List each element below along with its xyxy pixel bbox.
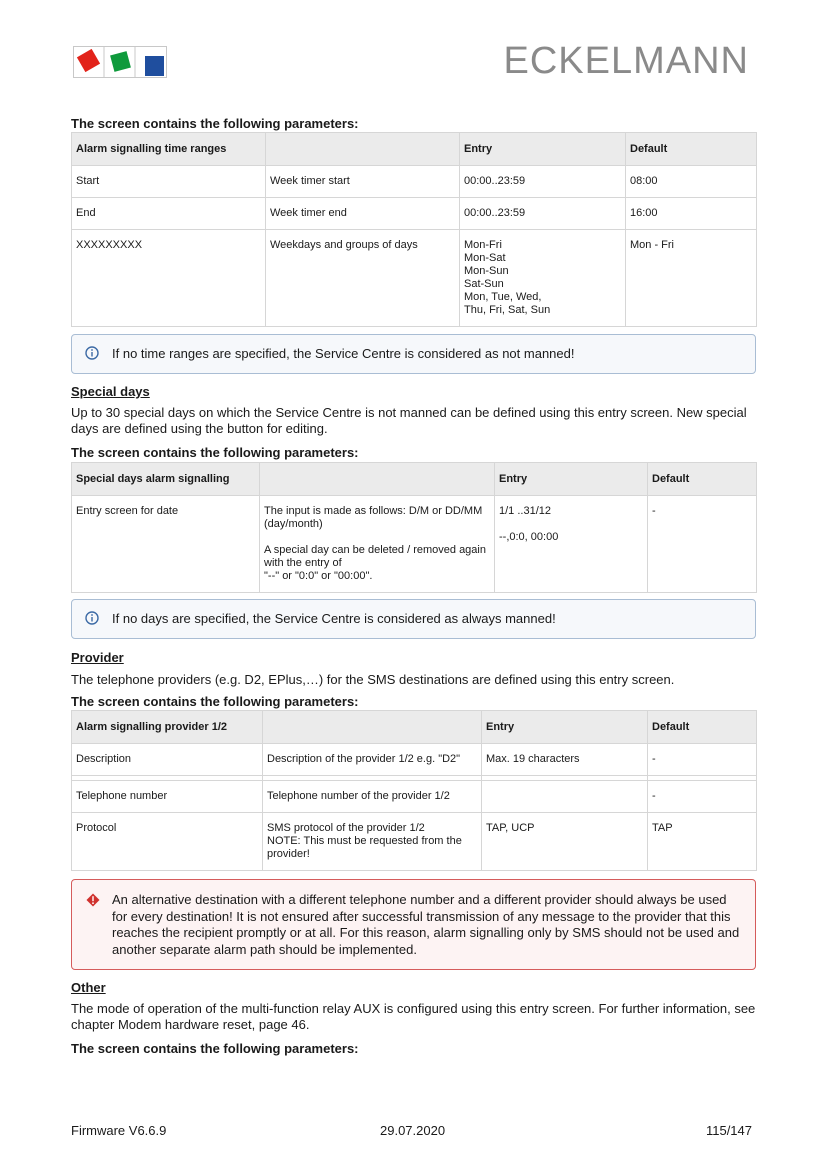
info-note [71, 599, 756, 639]
column-header: Alarm signalling time ranges [72, 133, 266, 166]
table-cell: SMS protocol of the provider 1/2 NOTE: This must be requested from the provider! [263, 813, 482, 871]
table-row [72, 781, 757, 813]
section-title: Special days [71, 384, 150, 399]
table-cell: The input is made as follows: D/M or DD/MM (day/month) A special day can be deleted / removed again with the entry of "--" or "0:0" or "00:00". [260, 496, 495, 593]
note-text: If no time ranges are specified, the Service Centre is considered as not manned! [112, 346, 575, 361]
time-ranges-section [71, 116, 756, 131]
table-cell: Start [72, 166, 266, 198]
table-cell: Protocol [72, 813, 263, 871]
table-row [72, 230, 757, 327]
column-header: Entry [482, 711, 648, 744]
column-header [260, 463, 495, 496]
table-cell: Week timer start [266, 166, 460, 198]
table-header-row [72, 133, 757, 166]
column-header: Alarm signalling provider 1/2 [72, 711, 263, 744]
table-cell: 00:00..23:59 [460, 166, 626, 198]
table-cell: 00:00..23:59 [460, 198, 626, 230]
column-header: Default [626, 133, 757, 166]
section-intro: The mode of operation of the multi-function relay AUX is configured using this entry screen. For further information, see chapter Modem hardware reset, page 46. [71, 1001, 756, 1032]
table-row [72, 198, 757, 230]
table-row [72, 744, 757, 776]
logo-blue-square [145, 56, 164, 76]
table-cell: Entry screen for date [72, 496, 260, 593]
column-header: Entry [460, 133, 626, 166]
table-cell: 16:00 [626, 198, 757, 230]
parameters-heading: The screen contains the following parameters: [71, 116, 359, 131]
warning-icon [86, 893, 100, 907]
footer-date: 29.07.2020 [380, 1123, 446, 1138]
table-cell: 1/1 ..31/12 --,0:0, 00:00 [495, 496, 648, 593]
table-cell: 08:00 [626, 166, 757, 198]
table-cell: Week timer end [266, 198, 460, 230]
parameters-heading: The screen contains the following parameters: [71, 694, 359, 709]
section-title: Provider [71, 650, 124, 665]
column-header: Special days alarm signalling [72, 463, 260, 496]
footer-firmware: Firmware V6.6.9 [71, 1123, 167, 1138]
column-header: Entry [495, 463, 648, 496]
note-text: If no days are specified, the Service Centre is considered as always manned! [112, 611, 556, 626]
footer-page-number: 115/147 [705, 1123, 752, 1138]
table-cell: Telephone number of the provider 1/2 [263, 781, 482, 813]
parameters-heading: The screen contains the following parameters: [71, 1041, 359, 1056]
column-header: Default [648, 711, 757, 744]
table-cell: TAP [648, 813, 757, 871]
table-header-row [72, 711, 757, 744]
table-cell: Telephone number [72, 781, 263, 813]
table-row [72, 496, 757, 593]
table-row [72, 166, 757, 198]
table-cell: Mon-Fri Mon-Sat Mon-Sun Sat-Sun Mon, Tue, Wed, Thu, Fri, Sat, Sun [460, 230, 626, 327]
table-cell: - [648, 496, 757, 593]
info-note [71, 334, 756, 374]
time-ranges-table [71, 132, 757, 327]
parameters-heading: The screen contains the following parameters: [71, 445, 359, 460]
table-cell: End [72, 198, 266, 230]
provider-table [71, 710, 757, 871]
table-cell: - [648, 744, 757, 776]
table-cell: Max. 19 characters [482, 744, 648, 776]
table-cell: - [648, 781, 757, 813]
table-cell: XXXXXXXXX [72, 230, 266, 327]
table-header-row [72, 463, 757, 496]
table-cell [482, 781, 648, 813]
table-row [72, 813, 757, 871]
section-intro: The telephone providers (e.g. D2, EPlus,…) for the SMS destinations are defined using this entry screen. [71, 672, 675, 687]
info-icon [85, 346, 99, 360]
warning-text: An alternative destination with a different telephone number and a different provider should always be used for every destination! It is not ensured after successful transmission of any message to the provider that this reaches the recipient promptly or at all. For this reason, alarm signalling only by SMS should not be used and another separate alarm path should be implemented. [112, 892, 740, 957]
info-icon [85, 611, 99, 625]
table-cell: TAP, UCP [482, 813, 648, 871]
company-logo [73, 46, 167, 78]
table-cell: Weekdays and groups of days [266, 230, 460, 327]
special-days-table [71, 462, 757, 593]
column-header: Default [648, 463, 757, 496]
warning-note [71, 879, 756, 970]
section-intro: Up to 30 special days on which the Service Centre is not manned can be defined using this entry screen. New special days are defined using the button for editing. [71, 405, 747, 436]
brand-name: ECKELMANN [503, 40, 749, 82]
table-cell: Description of the provider 1/2 e.g. "D2" [263, 744, 482, 776]
column-header [266, 133, 460, 166]
column-header [263, 711, 482, 744]
table-cell: Description [72, 744, 263, 776]
section-title: Other [71, 980, 106, 995]
table-cell: Mon - Fri [626, 230, 757, 327]
